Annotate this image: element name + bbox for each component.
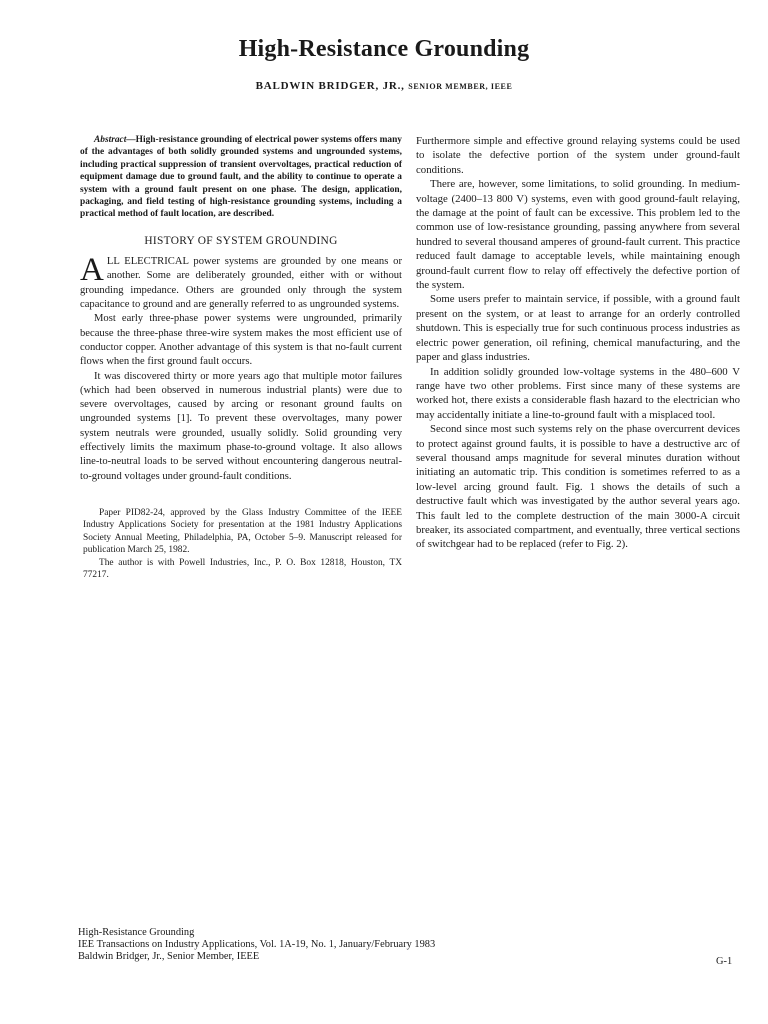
right-paragraph-1: Furthermore simple and effective ground relaying systems could be used to isolate the defective portion of the system under ground-fault conditions.	[416, 135, 740, 176]
footnote-paper-info: Paper PID82-24, approved by the Glass Industry Committee of the IEEE Industry Applications Society for presentation at the 1981 Industry Applications Society Annual Meeting, Philadelphia, PA, October 5–9. Manuscript released for publication March 25, 1982.	[83, 507, 402, 556]
author-byline	[0, 80, 768, 92]
footnote-author-affiliation: The author is with Powell Industries, Inc., P. O. Box 12818, Houston, TX 77217.	[83, 557, 402, 581]
body-paragraph-2: Most early three-phase power systems were ungrounded, primarily because the three-phase three-wire system makes the most efficient use of conductor copper. Another advantage of this system is that no-fault current flows when the first ground fault occurs.	[80, 313, 402, 368]
section-heading: HISTORY OF SYSTEM GROUNDING	[144, 234, 338, 247]
right-paragraph-5: Second since most such systems rely on the phase overcurrent devices to protect against ground faults, it is possible to have a destructive arc of several thousand amps magnitude for several minutes duration without initiating an automatic trip. This condition is sometimes referred to as a low-level arcing ground fault. Fig. 1 shows the details of such a destructive fault which was investigated by the author several years ago. This fault led to the complete destruction of the main 3000-A circuit breaker, its associated compartment, and eventually, three vertical sections of switchgear had to be replaced (refer to Fig. 2).	[416, 423, 740, 551]
right-paragraph-2: There are, however, some limitations, to solid grounding. In medium-voltage (2400–13 800 V) systems, even with good ground-fault relaying, the damage at the point of fault can be excessive. This problem led to the common use of low-resistance grounding, passing anywhere from several hundred to several thousand amperes of ground-fault current. This practice reduced fault damage to acceptable levels, while maintaining enough ground-fault current flow to relay off effectively the defective portion of the system.	[416, 178, 740, 292]
body-paragraph-3: It was discovered thirty or more years ago that multiple motor failures (which had been observed in numerous industrial plants) were due to severe overvoltages, caused by arcing or resonant ground faults on ungrounded systems [1]. To prevent these overvoltages, many power system neutrals were grounded, usually solidly. Solid grounding very effectively limits the maximum phase-to-ground voltage. It also allows line-to-neutral loads to be served without encountering dangerous neutral-to-ground voltages under ground-fault conditions.	[80, 370, 402, 482]
intro-paragraph	[80, 252, 402, 312]
left-column	[80, 134, 402, 582]
paper-title: High-Resistance Grounding	[238, 36, 530, 62]
footer-journal: IEE Transactions on Industry Applications, Vol. 1A-19, No. 1, January/February 1983	[78, 938, 436, 950]
right-paragraph-4: In addition solidly grounded low-voltage systems in the 480–600 V range have two other problems. First since many of these systems are worked hot, there exists a considerable flash hazard to the electrician who may accidentally initiate a line-to-ground fault with a misplaced tool.	[416, 365, 740, 421]
page-footer	[78, 927, 435, 962]
intro-text: LL ELECTRICAL power systems are grounded by one means or another. Some are deliberately grounded, either with or without grounding impedance. Others are grounded only through the system capacitance to ground and are generally referred to as ungrounded systems.	[80, 256, 402, 311]
author-role: SENIOR MEMBER, IEEE	[408, 82, 513, 91]
abstract-label: Abstract	[94, 135, 127, 145]
abstract-text: —High-resistance grounding of electrical power systems offers many of the advantages of both solidly grounded systems and ungrounded systems, including practical suppression of transient overvoltages, practical reduction of equipment damage due to ground fault, and the ability to continue to operate a system with a ground fault present on one phase. The design, application, packaging, and field testing of high-resistance grounding systems, including a practical method of fault location, are described.	[80, 135, 402, 220]
page-number: G-1	[716, 956, 733, 967]
footer-author: Baldwin Bridger, Jr., Senior Member, IEEE	[78, 950, 260, 962]
abstract	[80, 134, 402, 221]
right-paragraph-3: Some users prefer to maintain service, if possible, with a ground fault present on the system, or at least to arrange for an orderly controlled shutdown. This is especially true for such continuous process industries as electric power generation, oil refining, chemical manufacturing, and the paper and glass industries.	[416, 293, 740, 364]
author-name: BALDWIN BRIDGER, JR.,	[255, 80, 405, 92]
drop-cap: A	[80, 252, 104, 289]
footer-title: High-Resistance Grounding	[78, 927, 195, 938]
right-column	[416, 134, 740, 552]
footnote	[83, 507, 402, 582]
